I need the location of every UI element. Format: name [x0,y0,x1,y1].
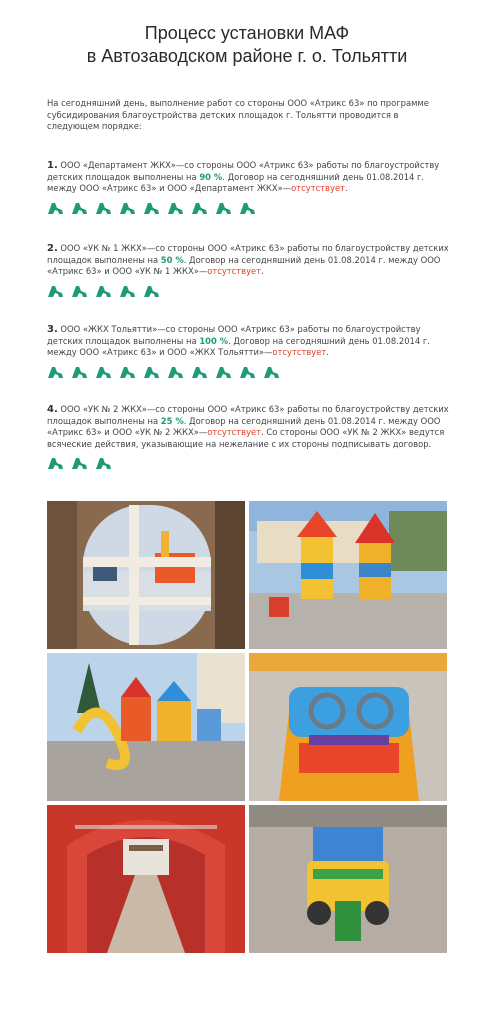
section-text [47,324,452,359]
slide-icon [47,202,64,215]
section-3 [47,324,452,379]
section-number: 4. [47,404,58,415]
slide-icon [71,285,88,298]
photo-car-spring-rider [249,805,447,953]
section-text [47,160,452,195]
section-text-before: ООО «Департамент ЖКХ»—со стороны ООО «Атрикс 63» работы по благоустройству детских площадок выполнены на [47,160,440,182]
slide-icon [71,366,88,379]
slide-icon [95,285,112,298]
completion-percent: 90 % [199,171,223,182]
slide-icon [143,285,160,298]
section-text-after: . Договор на сегодняшний день 01.08.2014 г. между ООО «Атрикс 63» и ООО «Департамент ЖКХ»— [47,171,425,193]
section-text-end: . [261,427,264,437]
slide-icon [47,366,64,379]
slide-icon [47,457,64,470]
photo-car-steering-wheels [249,653,447,801]
completion-percent: 25 % [160,415,184,426]
section-text [47,404,452,450]
intro-paragraph: На сегодняшний день, выполнение работ со стороны ООО «Атрикс 63» по программе субсидирования благоустройства детских площадок г. Тольятти проводится в следующем порядке: [47,98,429,131]
photo-playhouses [249,501,447,649]
section-4 [47,404,452,470]
progress-icons [47,366,452,379]
slide-icon [71,202,88,215]
completion-percent: 100 % [199,335,229,346]
slide-icon [191,366,208,379]
slide-icon [119,202,136,215]
slide-icon [119,285,136,298]
completion-percent: 50 % [160,254,184,265]
progress-icons [47,202,452,215]
title-line-2: в Автозаводском районе г. о. Тольятти [86,46,408,66]
slide-icon [119,366,136,379]
progress-icons [47,457,452,470]
section-2 [47,243,452,298]
slide-icon [143,366,160,379]
photo-tunnel [47,805,245,953]
page-title [0,22,494,68]
slide-icon [71,457,88,470]
photo-playground-slide [47,653,245,801]
contract-status: отсутствует [207,266,262,276]
contract-status: отсутствует [272,347,327,357]
slide-icon [143,202,160,215]
section-text-before: ООО «ЖКХ Тольятти»—со стороны ООО «Атрикс 63» работы по благоустройству детских площадок выполнены на [47,324,421,346]
section-text-after: . Договор на сегодняшний день 01.08.2014 г. между ООО «Атрикс 63» и ООО «ЖКХ Тольятти»— [47,335,430,357]
section-text-end: . [261,266,264,276]
slide-icon [239,366,256,379]
slide-icon [191,202,208,215]
slide-icon [167,366,184,379]
section-text-end: . [344,183,348,193]
section-number: 2. [47,243,58,254]
title-line-1: Процесс установки МАФ [144,23,350,43]
contract-status: отсутствует [291,183,345,193]
contract-status: отсутствует [207,427,262,437]
photo-window-view [47,501,245,649]
progress-icons [47,285,452,298]
section-number: 1. [47,160,58,171]
slide-icon [95,366,112,379]
section-text-extra: Со стороны ООО «УК № 2 ЖКХ» ведутся всяческие действия, указывающие на нежелание с их стороны подписывать договор. [47,427,445,449]
slide-icon [215,366,232,379]
section-text [47,243,452,278]
section-text-after: . Договор на сегодняшний день 01.08.2014 г. между ООО «Атрикс 63» и ООО «УК № 1 ЖКХ»— [47,254,441,276]
slide-icon [215,202,232,215]
section-text-before: ООО «УК № 1 ЖКХ»—со стороны ООО «Атрикс 63» работы по благоустройству детских площадок выполнены на [47,243,449,265]
slide-icon [263,366,280,379]
section-text-before: ООО «УК № 2 ЖКХ»—со стороны ООО «Атрикс 63» работы по благоустройству детских площадок выполнены на [47,404,449,426]
section-1 [47,160,452,215]
section-number: 3. [47,324,58,335]
slide-icon [95,202,112,215]
slide-icon [167,202,184,215]
slide-icon [95,457,112,470]
slide-icon [47,285,64,298]
section-text-after: . Договор на сегодняшний день 01.08.2014 г. между ООО «Атрикс 63» и ООО «УК № 2 ЖКХ»— [47,415,441,437]
slide-icon [239,202,256,215]
photo-grid [47,501,447,953]
section-text-end: . [326,347,329,357]
